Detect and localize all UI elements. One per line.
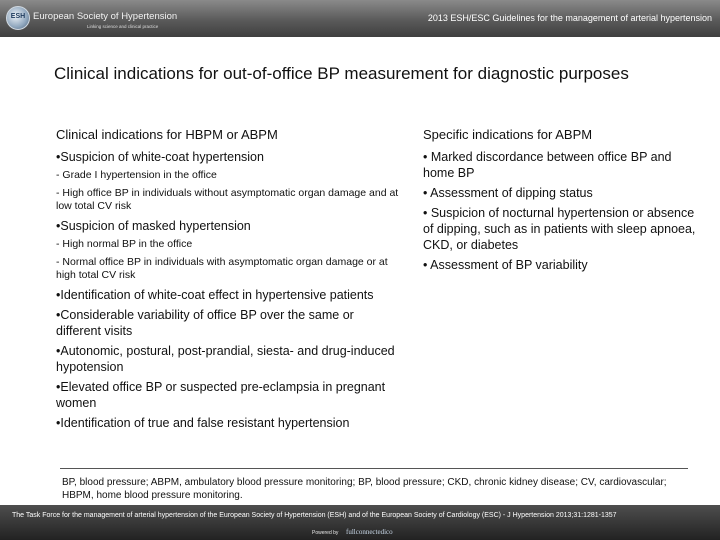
list-item: •Identification of white-coat effect in hypertensive patients xyxy=(56,288,374,302)
esh-logo-icon xyxy=(6,6,30,30)
logo-initials: ESH xyxy=(10,13,26,20)
hbpm-abpm-column xyxy=(56,127,401,435)
list-item: • Assessment of dipping status xyxy=(423,186,593,200)
list-item: •Considerable variability of office BP over the same or different visits xyxy=(56,308,354,338)
abpm-column xyxy=(423,127,703,277)
sub-item: - High office BP in individuals without asymptomatic organ damage and at low total CV risk xyxy=(56,187,399,212)
divider xyxy=(60,468,688,469)
sub-item: - Normal office BP in individuals with asymptomatic organ damage or at high total CV risk xyxy=(56,256,388,281)
list-item: •Suspicion of masked hypertension xyxy=(56,219,251,233)
sub-item: - High normal BP in the office xyxy=(56,238,193,250)
list-item: •Elevated office BP or suspected pre-eclampsia in pregnant women xyxy=(56,380,386,410)
brand-tagline: Linking science and clinical practice xyxy=(87,24,159,29)
list-item: • Suspicion of nocturnal hypertension or absence of dipping, such as in patients with sleep apnoea, CKD, or diabetes xyxy=(423,206,696,252)
list-item: • Assessment of BP variability xyxy=(423,258,588,272)
right-column-heading: Specific indications for ABPM xyxy=(423,127,593,142)
powered-by-label: Powered by xyxy=(312,530,339,536)
citation-text: The Task Force for the management of arterial hypertension of the European Society of Hypertension (ESH) and of the European Society of Cardiology (ESC) - J Hypertension 2013;31:1281-1357 xyxy=(12,512,617,519)
powered-by-logo: fullconnectedico xyxy=(346,528,393,536)
list-item: •Suspicion of white-coat hypertension xyxy=(56,150,264,164)
slide-title: Clinical indications for out-of-office BP measurement for diagnostic purposes xyxy=(54,64,629,83)
list-item: • Marked discordance between office BP and home BP xyxy=(423,150,672,180)
list-item: •Autonomic, postural, post-prandial, siesta- and drug-induced hypotension xyxy=(56,344,395,374)
sub-item: - Grade I hypertension in the office xyxy=(56,169,217,181)
guidelines-title: 2013 ESH/ESC Guidelines for the management of arterial hypertension xyxy=(427,13,712,23)
abbreviations-footnote: BP, blood pressure; ABPM, ambulatory blood pressure monitoring; BP, blood pressure; CKD, chronic kidney disease; CV, cardiovascular; HBPM, home blood pressure monitoring. xyxy=(62,477,667,501)
list-item: •Identification of true and false resistant hypertension xyxy=(56,416,350,430)
left-column-heading: Clinical indications for HBPM or ABPM xyxy=(56,127,278,142)
brand-name: European Society of Hypertension xyxy=(33,11,178,22)
header-bar xyxy=(0,0,720,37)
